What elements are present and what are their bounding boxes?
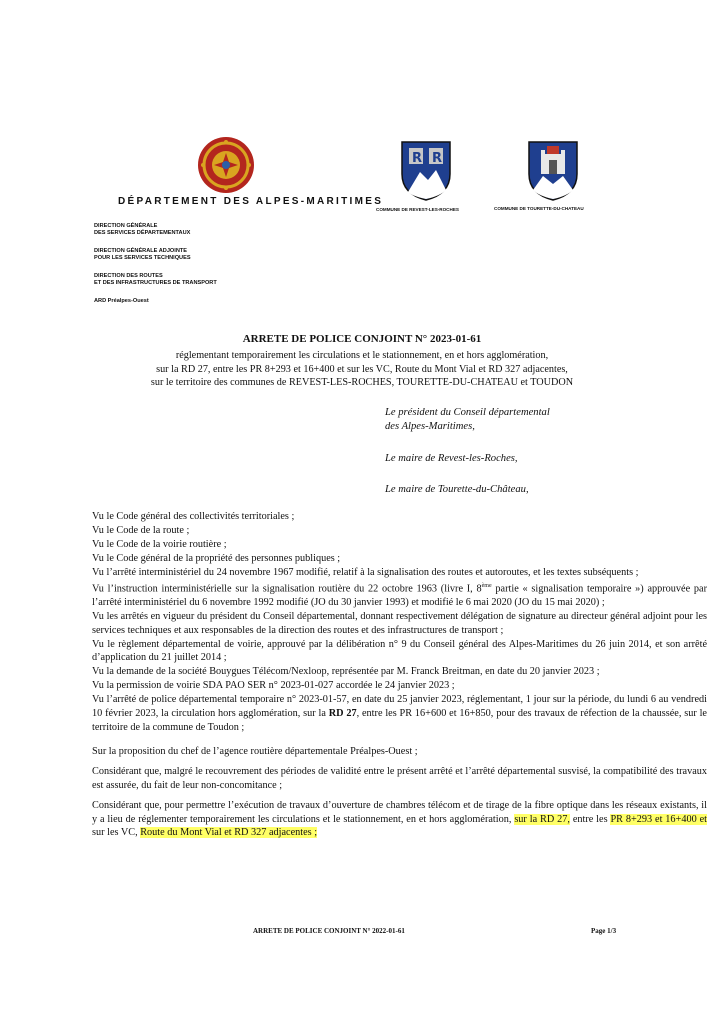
page-number: Page 1/3 xyxy=(591,927,617,935)
highlighted-text: sur la RD 27, xyxy=(514,813,570,825)
admin-dg-line2: DES SERVICES DÉPARTEMENTAUX xyxy=(94,230,191,236)
signatory-president-line1: Le président du Conseil départemental xyxy=(385,407,550,418)
document-title: ARRETE DE POLICE CONJOINT N° 2023-01-61 xyxy=(242,333,482,345)
commune-1-caption: COMMUNE DE REVEST-LES-ROCHES xyxy=(376,207,459,212)
visa-text: , entre les PR 16+600 et 16+850, pour des travaux de réfection de la chaussée, sur le territoire de la commune de Toudon ; xyxy=(92,708,707,733)
visa-text: partie « signalisation temporaire ») approuvée par l’arrêté interministériel du 6 novembre 1992 modifié (JO du 30 janvier 1993) et modifié le 6 mai 2020 (JO du 15 mai 2020) ; xyxy=(92,582,707,608)
visa-bold-road: RD 27 xyxy=(328,708,357,720)
admin-ard: ARD Préalpes-Ouest xyxy=(94,298,149,304)
visa-paragraph: Vu l’arrêté interministériel du 24 novembre 1967 modifié, relatif à la signalisation des routes et autoroutes, et les textes subséquents ; xyxy=(92,566,639,578)
admin-dga xyxy=(94,248,191,262)
visa-text: Vu l’instruction interministérielle sur la signalisation routière du 22 octobre 1963 (livre I, 8 xyxy=(92,582,482,594)
highlighted-text: PR 8+293 et 16+400 et xyxy=(610,813,707,825)
considering-text: entre les xyxy=(569,813,611,825)
visa-paragraph xyxy=(92,580,707,610)
considering-text: sur les VC, xyxy=(92,827,141,839)
department-name: DÉPARTEMENT DES ALPES-MARITIMES xyxy=(118,196,384,207)
subtitle-line-2: sur la RD 27, entre les PR 8+293 et 16+400 et sur les VC, Route du Mont Vial et RD 327 adjacentes, xyxy=(156,363,568,375)
signatory-maire-revest: Le maire de Revest-les-Roches, xyxy=(385,453,518,464)
visa-paragraph: Vu le Code de la voirie routière ; xyxy=(92,538,227,550)
admin-dga-line2: POUR LES SERVICES TECHNIQUES xyxy=(94,255,191,261)
admin-dga-line1: DIRECTION GÉNÉRALE ADJOINTE xyxy=(94,248,188,254)
svg-text:R: R xyxy=(432,151,443,166)
admin-dg xyxy=(94,223,190,237)
admin-dr xyxy=(94,273,217,287)
footer-reference: ARRETE DE POLICE CONJOINT N° 2022-01-61 xyxy=(253,927,405,935)
visa-text: Vu l’arrêté de police départemental temporaire n° 2023-01-57, en date du 25 janvier 2023, réglementant, 1 jour sur la période, du lundi 6 au vendredi 10 février 2023, la circulation hors agglomération, sur la xyxy=(92,694,707,720)
signatory-maire-tourette: Le maire de Tourette-du-Château, xyxy=(385,484,529,495)
visa-paragraph: Vu le Code général de la propriété des personnes publiques ; xyxy=(92,552,341,564)
visa-paragraph xyxy=(92,693,707,735)
tourette-du-chateau-shield-logo xyxy=(527,140,579,202)
subtitle-line-3: sur le territoire des communes de REVEST-LES-ROCHES, TOURETTE-DU-CHATEAU et TOUDON xyxy=(150,377,574,388)
proposal-paragraph: Sur la proposition du chef de l’agence routière départementale Préalpes-Ouest ; xyxy=(92,745,418,757)
subtitle-line-1: réglementant temporairement les circulations et le stationnement, en et hors agglomération, xyxy=(175,350,549,361)
visa-paragraph: Vu le Code de la route ; xyxy=(92,524,190,536)
departement-seal-logo xyxy=(197,136,255,194)
commune-2-caption: COMMUNE DE TOURETTE-DU-CHATEAU xyxy=(494,206,584,211)
visa-paragraph: Vu la demande de la société Bouygues Télécom/Nexloop, représentée par M. Franck Breitman, en date du 20 janvier 2023 ; xyxy=(92,666,600,678)
highlighted-text: Route du Mont Vial et RD 327 adjacentes ; xyxy=(140,827,318,839)
considering-paragraph xyxy=(92,799,707,841)
document-subtitle xyxy=(60,349,664,390)
admin-dg-line1: DIRECTION GÉNÉRALE xyxy=(94,223,158,229)
document-body xyxy=(92,510,707,840)
visa-paragraph: Vu le règlement départemental de voirie, approuvé par la délibération n° 9 du Conseil général des Alpes-Maritimes du 26 juin 2014, et son arrêté d’application du 21 juillet 2014 ; xyxy=(92,638,707,664)
admin-dr-line2: ET DES INFRASTRUCTURES DE TRANSPORT xyxy=(94,280,217,286)
signatory-president-line2: des Alpes-Maritimes, xyxy=(385,420,475,432)
considering-text: Considérant que, pour permettre l’exécution de travaux d’ouverture de chambres télécom et de tirage de la fibre optique dans les réseaux existants, il y a lieu de réglementer temporairement les circulations et le stationnement, en et hors agglomération, xyxy=(92,799,707,825)
admin-dr-line1: DIRECTION DES ROUTES xyxy=(94,273,163,279)
visa-superscript: ème xyxy=(481,582,492,589)
considering-paragraph: Considérant que, malgré le recouvrement des périodes de validité entre le présent arrêté et l’arrêté départemental susvisé, la compatibilité des travaux est assurée, du fait de leur non-concomitance ; xyxy=(92,765,707,791)
visa-paragraph: Vu le Code général des collectivités territoriales ; xyxy=(92,511,295,522)
svg-text:R: R xyxy=(412,151,423,166)
signatory-president xyxy=(385,406,550,433)
revest-les-roches-shield-logo xyxy=(400,140,452,202)
visa-paragraph: Vu la permission de voirie SDA PAO SER n° 2023-01-027 accordée le 24 janvier 2023 ; xyxy=(92,680,455,692)
visa-paragraph: Vu les arrêtés en vigueur du président du Conseil départemental, donnant respectivement délégation de signature au directeur général adjoint pour les services techniques et aux responsables de la direction des routes et des infrastructures de transport ; xyxy=(92,610,707,636)
